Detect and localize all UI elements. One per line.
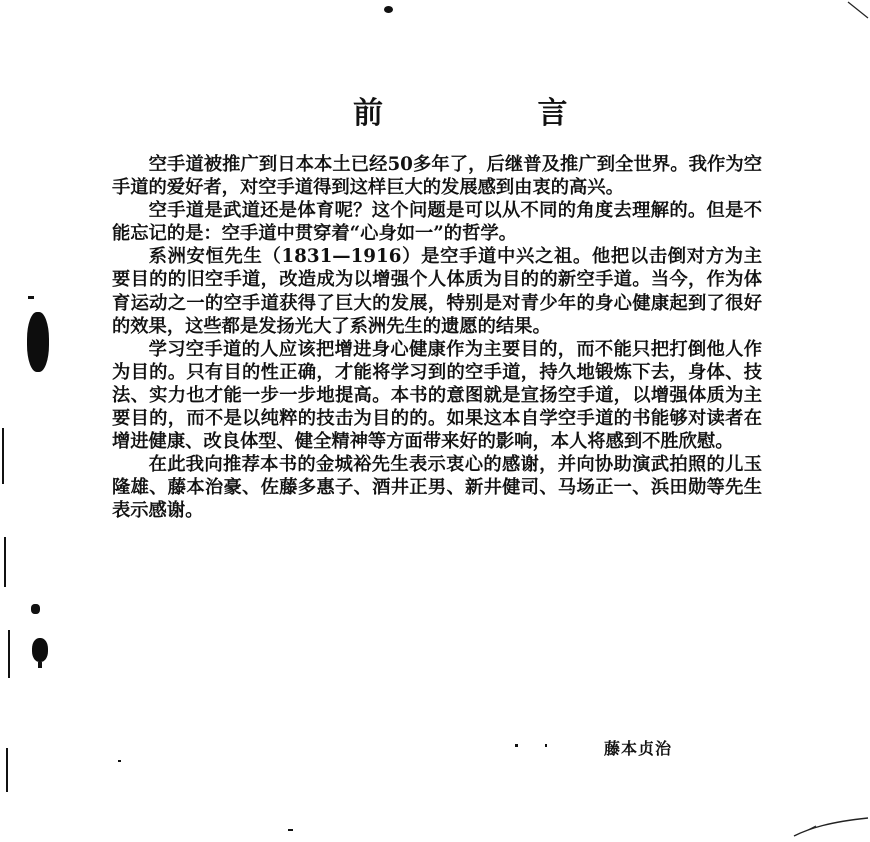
scan-speck-top xyxy=(384,6,393,13)
scan-blob-left-2 xyxy=(32,638,48,662)
scan-dot-1 xyxy=(118,760,121,762)
scan-tick-left-3 xyxy=(38,662,42,668)
body-text xyxy=(112,153,762,523)
paragraph-2: 空手道是武道还是体育呢？这个问题是可以从不同的角度去理解的。但是不能忘记的是：空手道中贯穿着“心身如一”的哲学。 xyxy=(112,200,762,245)
page-title: 前 言 xyxy=(353,96,640,131)
scan-edge-line-4 xyxy=(6,748,8,792)
scan-blob-left-1 xyxy=(27,312,49,372)
scan-tick-left-1 xyxy=(28,296,34,299)
scan-tick-left-2 xyxy=(31,604,40,614)
paragraph-5: 在此我向推荐本书的金城裕先生表示衷心的感谢，并向协助演武拍照的儿玉隆雄、藤本治豪、佐藤多惠子、酒井正男、新井健司、马场正一、浜田勋等先生表示感谢。 xyxy=(112,454,762,522)
scan-edge-line-1 xyxy=(2,428,4,484)
paragraph-3: 系洲安恒先生（1831—1916）是空手道中兴之祖。他把以击倒对方为主要目的的旧空手道，改造成为以增强个人体质为目的的新空手道。当今，作为体育运动之一的空手道获得了巨大的发展，特别是对青少年的身心健康起到了很好的效果，这些都是发扬光大了系洲先生的遗愿的结果。 xyxy=(112,246,762,337)
paragraph-1: 空手道被推广到日本本土已经50多年了，后继普及推广到全世界。我作为空手道的爱好者，对空手道得到这样巨大的发展感到由衷的高兴。 xyxy=(112,154,762,199)
paragraph-4: 学习空手道的人应该把增进身心健康作为主要目的，而不能只把打倒他人作为目的。只有目的性正确，才能将学习到的空手道，持久地锻炼下去，身体、技法、实力也才能一步一步地提高。本书的意图就是宣扬空手道，以增强体质为主要目的，而不是以纯粹的技击为目的的。如果这本自学空手道的书能够对读者在增进健康、改良体型、健全精神等方面带来好的影响，本人将感到不胜欣慰。 xyxy=(112,338,762,453)
scan-corner-line-top xyxy=(846,0,870,22)
author-signature: 藤本贞治 xyxy=(604,739,673,758)
scan-corner-line-bottom xyxy=(790,806,870,842)
scan-edge-line-3 xyxy=(8,630,10,678)
scan-dot-4 xyxy=(288,829,293,831)
scan-dot-2 xyxy=(515,744,518,747)
scan-dot-3 xyxy=(545,744,547,747)
scan-edge-line-2 xyxy=(4,537,6,587)
